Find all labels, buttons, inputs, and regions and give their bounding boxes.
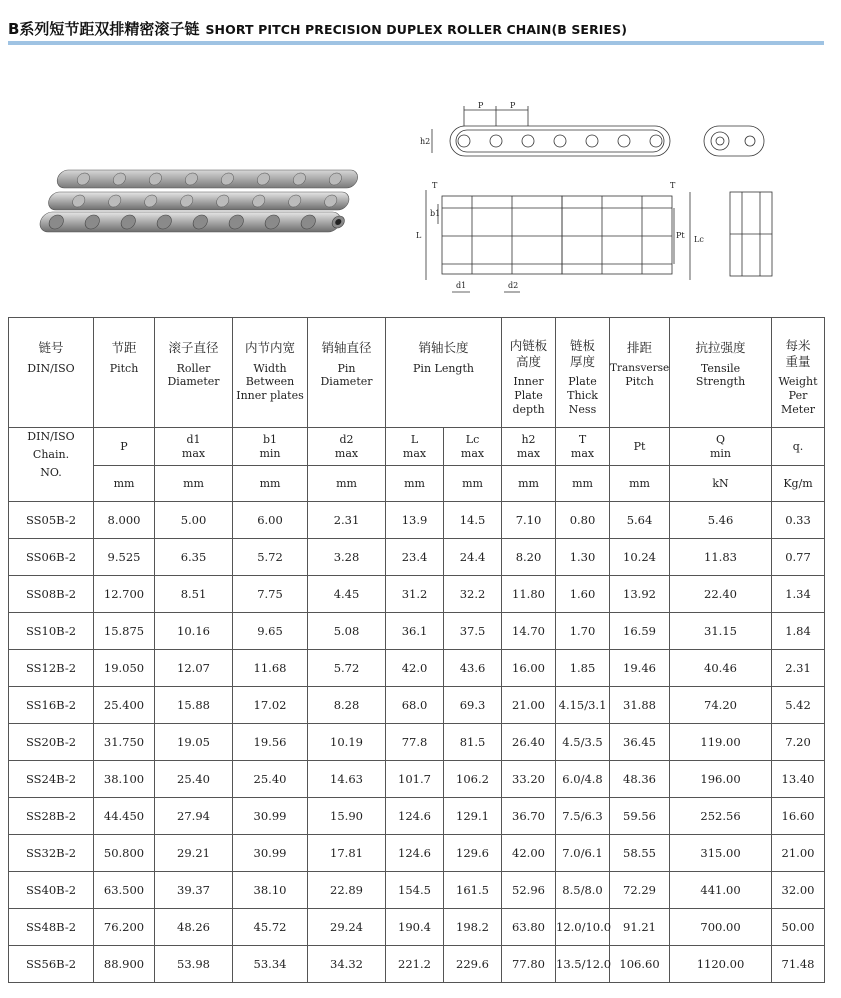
cell-chain-no: SS28B-2: [9, 798, 94, 835]
hdr-chain-no: 链号 DIN/ISO: [9, 318, 94, 428]
table-cell: 23.4: [386, 539, 444, 576]
label-d2: d2: [508, 281, 519, 290]
table-cell: 33.20: [502, 761, 556, 798]
table-cell: 25.400: [94, 687, 155, 724]
sym-plate-thickness: T max: [556, 428, 610, 466]
hdr-width: 内节内宽 Width Between Inner plates: [233, 318, 308, 428]
table-cell: 8.000: [94, 502, 155, 539]
table-cell: 43.6: [444, 650, 502, 687]
sym-pin-l: L max: [386, 428, 444, 466]
hdr-plate-thickness: 链板 厚度 Plate Thick Ness: [556, 318, 610, 428]
table-cell: 24.4: [444, 539, 502, 576]
hdr-transverse: 排距 Transverse Pitch: [610, 318, 670, 428]
table-cell: 30.99: [233, 835, 308, 872]
table-cell: 31.88: [610, 687, 670, 724]
table-cell: 129.6: [444, 835, 502, 872]
table-cell: 30.99: [233, 798, 308, 835]
page-title: [8, 18, 627, 39]
table-cell: 63.500: [94, 872, 155, 909]
table-row: [9, 687, 825, 724]
cell-chain-no: SS06B-2: [9, 539, 94, 576]
table-cell: 2.31: [308, 502, 386, 539]
table-cell: 15.88: [155, 687, 233, 724]
table-cell: 12.07: [155, 650, 233, 687]
table-cell: 25.40: [155, 761, 233, 798]
table-cell: 48.36: [610, 761, 670, 798]
sym-transverse: Pt: [610, 428, 670, 466]
table-row: [9, 872, 825, 909]
table-cell: 76.200: [94, 909, 155, 946]
table-cell: 11.68: [233, 650, 308, 687]
unit-roller: mm: [155, 466, 233, 502]
table-cell: 5.72: [233, 539, 308, 576]
label-p2: P: [510, 101, 516, 110]
table-cell: 11.80: [502, 576, 556, 613]
table-row: [9, 502, 825, 539]
table-cell: 7.75: [233, 576, 308, 613]
title-underline: [8, 41, 824, 45]
table-cell: 42.00: [502, 835, 556, 872]
table-cell: 53.34: [233, 946, 308, 983]
label-L: L: [416, 231, 422, 240]
table-row: [9, 576, 825, 613]
table-cell: 198.2: [444, 909, 502, 946]
table-cell: 12.700: [94, 576, 155, 613]
table-cell: 13.5/12.0: [556, 946, 610, 983]
unit-tensile: kN: [670, 466, 772, 502]
sym-width: b1 min: [233, 428, 308, 466]
table-cell: 32.00: [772, 872, 825, 909]
table-cell: 5.08: [308, 613, 386, 650]
header-row-units: [9, 466, 825, 502]
table-cell: 1.60: [556, 576, 610, 613]
table-cell: 7.0/6.1: [556, 835, 610, 872]
table-cell: 19.46: [610, 650, 670, 687]
table-cell: 4.5/3.5: [556, 724, 610, 761]
cell-chain-no: SS12B-2: [9, 650, 94, 687]
table-row: [9, 835, 825, 872]
hdr-pin-dia: 销轴直径 Pin Diameter: [308, 318, 386, 428]
label-T2: T: [670, 181, 676, 190]
table-cell: 315.00: [670, 835, 772, 872]
hdr-roller: 滚子直径 Roller Diameter: [155, 318, 233, 428]
unit-plate-thickness: mm: [556, 466, 610, 502]
table-cell: 36.45: [610, 724, 670, 761]
table-cell: 25.40: [233, 761, 308, 798]
table-cell: 91.21: [610, 909, 670, 946]
table-cell: 4.45: [308, 576, 386, 613]
table-cell: 29.24: [308, 909, 386, 946]
table-cell: 32.2: [444, 576, 502, 613]
table-cell: 38.10: [233, 872, 308, 909]
side-view: [420, 101, 670, 156]
table-cell: 1.30: [556, 539, 610, 576]
table-cell: 124.6: [386, 835, 444, 872]
hdr-pin-length: 销轴长度 Pin Length: [386, 318, 502, 428]
table-cell: 229.6: [444, 946, 502, 983]
table-cell: 0.80: [556, 502, 610, 539]
table-cell: 154.5: [386, 872, 444, 909]
sym-tensile: Q min: [670, 428, 772, 466]
table-cell: 3.28: [308, 539, 386, 576]
table-cell: 36.1: [386, 613, 444, 650]
sym-plate-depth: h2 max: [502, 428, 556, 466]
table-row: [9, 539, 825, 576]
table-cell: 17.81: [308, 835, 386, 872]
table-cell: 14.63: [308, 761, 386, 798]
table-cell: 74.20: [670, 687, 772, 724]
unit-pin-lc: mm: [444, 466, 502, 502]
table-cell: 31.750: [94, 724, 155, 761]
table-row: [9, 724, 825, 761]
table-cell: 27.94: [155, 798, 233, 835]
table-cell: 6.0/4.8: [556, 761, 610, 798]
table-cell: 14.70: [502, 613, 556, 650]
table-cell: 17.02: [233, 687, 308, 724]
table-cell: 13.40: [772, 761, 825, 798]
table-cell: 42.0: [386, 650, 444, 687]
table-cell: 11.83: [670, 539, 772, 576]
cell-chain-no: SS05B-2: [9, 502, 94, 539]
sym-pin-dia: d2 max: [308, 428, 386, 466]
table-cell: 252.56: [670, 798, 772, 835]
table-cell: 81.5: [444, 724, 502, 761]
table-cell: 129.1: [444, 798, 502, 835]
unit-pitch: mm: [94, 466, 155, 502]
table-cell: 119.00: [670, 724, 772, 761]
table-cell: 77.80: [502, 946, 556, 983]
cell-chain-no: SS56B-2: [9, 946, 94, 983]
table-cell: 16.00: [502, 650, 556, 687]
table-cell: 37.5: [444, 613, 502, 650]
table-cell: 6.00: [233, 502, 308, 539]
hdr-pitch: 节距 Pitch: [94, 318, 155, 428]
spec-table-body: [9, 502, 825, 983]
label-Pt: Pt: [676, 231, 685, 240]
table-cell: 9.65: [233, 613, 308, 650]
table-cell: 190.4: [386, 909, 444, 946]
table-cell: 16.59: [610, 613, 670, 650]
hdr-tensile: 抗拉强度 Tensile Strength: [670, 318, 772, 428]
cell-chain-no: SS32B-2: [9, 835, 94, 872]
table-cell: 441.00: [670, 872, 772, 909]
unit-plate-depth: mm: [502, 466, 556, 502]
table-cell: 106.2: [444, 761, 502, 798]
spec-table: [8, 317, 825, 983]
table-cell: 196.00: [670, 761, 772, 798]
table-cell: 21.00: [772, 835, 825, 872]
cell-chain-no: SS08B-2: [9, 576, 94, 613]
table-cell: 68.0: [386, 687, 444, 724]
table-cell: 14.5: [444, 502, 502, 539]
label-Lc: Lc: [694, 235, 704, 244]
table-cell: 9.525: [94, 539, 155, 576]
cell-chain-no: SS48B-2: [9, 909, 94, 946]
cell-chain-no: SS40B-2: [9, 872, 94, 909]
table-cell: 7.5/6.3: [556, 798, 610, 835]
chain-dimension-diagram: [412, 96, 792, 296]
table-cell: 2.31: [772, 650, 825, 687]
table-cell: 0.33: [772, 502, 825, 539]
end-plan-view: [730, 192, 772, 276]
table-cell: 10.19: [308, 724, 386, 761]
table-cell: 15.875: [94, 613, 155, 650]
table-cell: 12.0/10.0: [556, 909, 610, 946]
table-row: [9, 761, 825, 798]
unit-pin-dia: mm: [308, 466, 386, 502]
table-cell: 53.98: [155, 946, 233, 983]
header-row-symbols: [9, 428, 825, 466]
table-row: [9, 613, 825, 650]
table-cell: 7.10: [502, 502, 556, 539]
table-cell: 77.8: [386, 724, 444, 761]
plan-view: [416, 181, 704, 292]
table-cell: 38.100: [94, 761, 155, 798]
table-cell: 106.60: [610, 946, 670, 983]
table-cell: 59.56: [610, 798, 670, 835]
table-cell: 8.51: [155, 576, 233, 613]
sym-pin-lc: Lc max: [444, 428, 502, 466]
table-cell: 44.450: [94, 798, 155, 835]
table-cell: 221.2: [386, 946, 444, 983]
table-cell: 88.900: [94, 946, 155, 983]
label-b1: b1: [430, 209, 441, 218]
table-cell: 15.90: [308, 798, 386, 835]
table-cell: 161.5: [444, 872, 502, 909]
table-cell: 1.70: [556, 613, 610, 650]
table-cell: 5.64: [610, 502, 670, 539]
hdr-weight: 每米 重量 Weight Per Meter: [772, 318, 825, 428]
table-cell: 29.21: [155, 835, 233, 872]
table-cell: 5.46: [670, 502, 772, 539]
table-cell: 50.800: [94, 835, 155, 872]
table-cell: 10.16: [155, 613, 233, 650]
table-cell: 31.2: [386, 576, 444, 613]
label-d1: d1: [456, 281, 467, 290]
table-cell: 5.00: [155, 502, 233, 539]
header-row-names: [9, 318, 825, 428]
table-cell: 1120.00: [670, 946, 772, 983]
table-cell: 10.24: [610, 539, 670, 576]
table-cell: 22.89: [308, 872, 386, 909]
hdr-plate-depth: 内链板 高度 Inner Plate depth: [502, 318, 556, 428]
table-cell: 36.70: [502, 798, 556, 835]
table-cell: 1.85: [556, 650, 610, 687]
unit-width: mm: [233, 466, 308, 502]
table-cell: 13.9: [386, 502, 444, 539]
table-cell: 8.20: [502, 539, 556, 576]
label-T1: T: [432, 181, 438, 190]
end-view: [704, 126, 764, 156]
table-cell: 31.15: [670, 613, 772, 650]
unit-weight: Kg/m: [772, 466, 825, 502]
table-cell: 5.42: [772, 687, 825, 724]
table-cell: 45.72: [233, 909, 308, 946]
title-cn: B系列短节距双排精密滚子链: [8, 20, 200, 38]
title-bar: [8, 14, 824, 44]
table-cell: 63.80: [502, 909, 556, 946]
label-h2: h2: [420, 137, 431, 146]
table-cell: 26.40: [502, 724, 556, 761]
table-cell: 1.34: [772, 576, 825, 613]
cell-chain-no: SS16B-2: [9, 687, 94, 724]
table-cell: 19.56: [233, 724, 308, 761]
table-row: [9, 650, 825, 687]
cell-chain-no: SS10B-2: [9, 613, 94, 650]
table-cell: 40.46: [670, 650, 772, 687]
cell-chain-no: SS24B-2: [9, 761, 94, 798]
table-cell: 52.96: [502, 872, 556, 909]
table-cell: 700.00: [670, 909, 772, 946]
table-cell: 16.60: [772, 798, 825, 835]
table-cell: 4.15/3.1: [556, 687, 610, 724]
table-cell: 22.40: [670, 576, 772, 613]
table-cell: 7.20: [772, 724, 825, 761]
table-cell: 34.32: [308, 946, 386, 983]
table-cell: 48.26: [155, 909, 233, 946]
table-cell: 50.00: [772, 909, 825, 946]
table-cell: 71.48: [772, 946, 825, 983]
sym-weight: q.: [772, 428, 825, 466]
table-cell: 124.6: [386, 798, 444, 835]
title-en: SHORT PITCH PRECISION DUPLEX ROLLER CHAIN(B SERIES): [205, 22, 628, 37]
table-cell: 21.00: [502, 687, 556, 724]
table-cell: 39.37: [155, 872, 233, 909]
table-cell: 13.92: [610, 576, 670, 613]
table-cell: 72.29: [610, 872, 670, 909]
label-p1: P: [478, 101, 484, 110]
table-cell: 6.35: [155, 539, 233, 576]
unit-pin-l: mm: [386, 466, 444, 502]
table-cell: 101.7: [386, 761, 444, 798]
table-row: [9, 798, 825, 835]
sym-roller: d1 max: [155, 428, 233, 466]
chain-photo: [36, 148, 366, 248]
table-row: [9, 946, 825, 983]
table-cell: 8.5/8.0: [556, 872, 610, 909]
cell-chain-no: SS20B-2: [9, 724, 94, 761]
table-cell: 8.28: [308, 687, 386, 724]
table-cell: 58.55: [610, 835, 670, 872]
table-row: [9, 909, 825, 946]
table-cell: 19.050: [94, 650, 155, 687]
table-cell: 19.05: [155, 724, 233, 761]
sym-pitch: P: [94, 428, 155, 466]
table-cell: 0.77: [772, 539, 825, 576]
unit-transverse: mm: [610, 466, 670, 502]
hdr-chain-no-2: DIN/ISO Chain. NO.: [9, 428, 94, 502]
table-cell: 5.72: [308, 650, 386, 687]
table-cell: 69.3: [444, 687, 502, 724]
table-cell: 1.84: [772, 613, 825, 650]
